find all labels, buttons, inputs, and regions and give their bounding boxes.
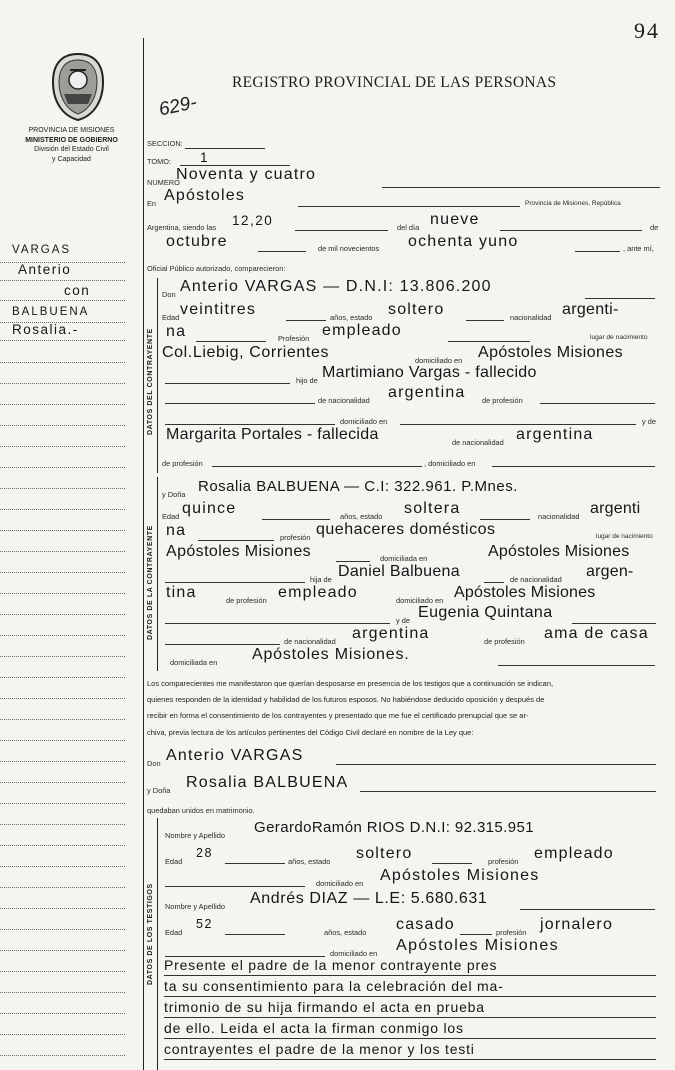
bride-state: soltera	[404, 500, 461, 517]
de-nacionalidad2-label: de nacionalidad	[510, 575, 562, 584]
bride-profession: quehaceres domésticos	[316, 521, 496, 538]
groom-father: Martimiano Vargas - fallecido	[322, 364, 537, 381]
page-number: 94	[634, 18, 660, 43]
testigos-box-left	[157, 818, 158, 1070]
witness2-age: 52	[196, 917, 214, 931]
margin-note-5: Rosalia.-	[12, 322, 79, 337]
groom-nationality: argenti-	[562, 301, 619, 318]
de-profesion2-label: de profesión	[162, 459, 203, 468]
witness2-state: casado	[396, 916, 455, 933]
witness2-profession: jornalero	[540, 916, 614, 933]
side-label-contrayente2: DATOS DE LA CONTRAYENTE	[147, 525, 154, 640]
division-label: División del Estado Civil	[34, 146, 109, 153]
groom-birthplace: Col.Liebig, Corrientes	[162, 344, 330, 361]
paragraph-line-1: Los comparecientes me manifestaron que querían desposarse en presencia de los testigos que a continuación se indican,	[147, 679, 554, 688]
tomo-label: TOMO:	[147, 157, 172, 166]
groom-domicile: Apóstoles Misiones	[478, 344, 624, 361]
margin-note-3: con	[64, 283, 91, 298]
side-label-testigos: DATOS DE LOS TESTIGOS	[147, 883, 154, 985]
witness1-profession: empleado	[534, 845, 614, 862]
provincia-label: Provincia de Misiones, República	[525, 200, 621, 207]
bride-mother-prof: ama de casa	[544, 625, 649, 642]
bride-father-dom: Apóstoles Misiones	[454, 584, 596, 601]
observation-line-4: de ello. Leida el acta la firman conmigo los	[164, 1020, 464, 1036]
witness2-domicile: Apóstoles Misiones	[396, 937, 560, 954]
hijo-de-label: hijo de	[296, 376, 318, 385]
witness1-name: GerardoRamón RIOS D.N.I: 92.315.951	[254, 819, 534, 836]
profesion-label: Profesión	[278, 334, 310, 343]
don2-label: Don	[147, 759, 161, 768]
domiciliado-en3-label: , domiciliado en	[424, 459, 476, 468]
provincial-seal-icon	[48, 52, 108, 122]
groom-state: soltero	[388, 301, 445, 318]
margin-note-1: VARGAS	[12, 244, 72, 256]
observation-line-5: contrayentes el padre de la menor y los testi	[164, 1041, 475, 1057]
nacionalidad2-label: nacionalidad	[538, 512, 580, 521]
groom-father-nat: argentina	[388, 384, 466, 401]
decl-bride: Rosalia BALBUENA	[186, 774, 349, 791]
groom-profession: empleado	[322, 322, 402, 339]
dia-value: nueve	[430, 211, 480, 228]
lugar-nac-label: lugar de nacimiento	[590, 334, 648, 341]
witness1-domicile: Apóstoles Misiones	[380, 867, 540, 884]
domiciliado-en2-label: domiciliado en	[340, 417, 388, 426]
del-dia-label: del día	[397, 223, 420, 232]
act-number: 629-	[157, 92, 199, 121]
numero-value: Noventa y cuatro	[176, 166, 317, 183]
anos-estado-t1-label: años, estado	[288, 857, 331, 866]
bride-father-nat: argen-	[586, 563, 634, 580]
witness1-age: 28	[196, 846, 214, 860]
anos-estado-t2-label: años, estado	[324, 928, 367, 937]
bride-age: quince	[182, 500, 237, 517]
witness1-state: soltero	[356, 845, 413, 862]
de-profesion4-label: de profesión	[484, 637, 525, 646]
hija-de-label: hija de	[310, 575, 332, 584]
y-de2-label: y de	[396, 616, 410, 625]
bride-mother: Eugenia Quintana	[418, 604, 553, 621]
nombre-apellido2-label: Nombre y Apellido	[165, 902, 225, 911]
en-label: En	[147, 199, 157, 208]
argentina-label: Argentina, siendo las	[147, 223, 217, 232]
groom-nationality-2: na	[166, 323, 187, 340]
edad-t2-label: Edad	[165, 928, 183, 937]
domiciliado-t1-label: domiciliado en	[316, 879, 364, 888]
province-label: PROVINCIA DE MISIONES	[28, 127, 115, 134]
observation-line-2: ta su consentimiento para la celebración del ma-	[164, 978, 504, 994]
numero-label: NUMERO	[147, 178, 180, 187]
contrayente-box-left	[157, 278, 158, 473]
tomo-value: 1	[200, 150, 210, 165]
de-label: de	[650, 223, 659, 232]
bride-nationality-2: na	[166, 522, 187, 539]
mes-value: octubre	[166, 233, 228, 250]
anio-value: ochenta yuno	[408, 233, 519, 250]
seccion-label: SECCION:	[147, 139, 183, 148]
anos-estado-label: años, estado	[330, 313, 373, 322]
de-profesion-label: de profesión	[482, 396, 523, 405]
lugar-nac2-label: lugar de nacimiento	[596, 533, 653, 540]
de-mil-label: de mil novecientos	[318, 244, 380, 253]
domiciliado-t2-label: domiciliado en	[330, 949, 378, 958]
groom-age: veintitres	[180, 301, 257, 318]
en-value: Apóstoles	[164, 187, 246, 204]
bride-father-prof: empleado	[278, 584, 358, 601]
ministry-label: MINISTERIO DE GOBIERNO	[25, 136, 118, 144]
don-label: Don	[162, 290, 176, 299]
bride-mother-dom: Apóstoles Misiones.	[252, 646, 410, 663]
domiciliado-label: domiciliado en	[415, 356, 463, 365]
domiciliado-en4-label: domiciliado en	[396, 596, 444, 605]
de-nacionalidad-m-label: de nacionalidad	[452, 438, 504, 447]
edad2-label: Edad	[162, 512, 180, 521]
margin-rule	[143, 38, 144, 1070]
groom-mother: Margarita Portales - fallecida	[166, 426, 379, 443]
hora-value: 12,20	[232, 213, 274, 228]
y-de-label: y de	[642, 417, 656, 426]
decl-groom: Anterio VARGAS	[166, 747, 304, 764]
observation-line-1: Presente el padre de la menor contrayente pres	[164, 957, 498, 973]
de-nacionalidad-label: de nacionalidad	[318, 396, 370, 405]
quedaban-label: quedaban unidos en matrimonio.	[147, 806, 255, 815]
y-dona2-label: y Doña	[147, 786, 171, 795]
bride-name: Rosalia BALBUENA — C.I: 322.961. P.Mnes.	[198, 478, 518, 495]
oficial-label: Oficial Público autorizado, comparecieron:	[147, 264, 286, 273]
side-label-contrayente: DATOS DEL CONTRAYENTE	[147, 328, 154, 435]
header-title: REGISTRO PROVINCIAL DE LAS PERSONAS	[232, 74, 557, 91]
margin-note-2: Anterio	[18, 262, 72, 277]
nombre-apellido-label: Nombre y Apellido	[165, 831, 225, 840]
observation-line-3: trimonio de su hija firmando el acta en prueba	[164, 999, 485, 1015]
paragraph-line-3: recibir en forma el consentimiento de los contrayentes y presentado que me fue el certificado prenupcial que se ar-	[147, 711, 529, 721]
groom-name: Anterio VARGAS — D.N.I: 13.806.200	[180, 278, 492, 295]
bride-nationality: argenti	[590, 500, 641, 517]
paragraph-line-4: chiva, previa lectura de los artículos pertinentes del Código Civil declaré en nombre de la Ley que:	[147, 727, 474, 737]
profesion-t1-label: profesión	[488, 857, 519, 866]
edad-t1-label: Edad	[165, 857, 183, 866]
profesion-t2-label: profesión	[496, 928, 527, 937]
bride-birthplace: Apóstoles Misiones	[166, 543, 312, 560]
margin-note-4: BALBUENA	[12, 306, 90, 318]
capacity-label: y Capacidad	[52, 155, 91, 163]
paragraph-line-2: quienes responden de la identidad y habilidad de los futuros esposos. No habiéndose deducido oposición y después de	[147, 695, 545, 705]
bride-father: Daniel Balbuena	[338, 563, 460, 580]
anos-estado2-label: años, estado	[340, 512, 383, 521]
de-nacionalidad3-label: de nacionalidad	[284, 637, 336, 646]
y-dona-label: y Doña	[162, 490, 186, 499]
profesion2-label: profesión	[280, 533, 311, 542]
nacionalidad-label: nacionalidad	[510, 313, 552, 322]
contrayente2-box-left	[157, 477, 158, 671]
witness2-name: Andrés DIAZ — L.E: 5.680.631	[250, 890, 488, 907]
domiciliada-en2-label: domiciliada en	[170, 658, 218, 667]
edad-label: Edad	[162, 313, 180, 322]
groom-mother-nat: argentina	[516, 426, 594, 443]
bride-domicile: Apóstoles Misiones	[488, 543, 630, 560]
bride-mother-nat: argentina	[352, 625, 430, 642]
ante-mi-label: , ante mí,	[623, 244, 654, 253]
bride-father-nat-2: tina	[166, 584, 197, 601]
de-profesion3-label: de profesión	[226, 596, 267, 605]
domiciliada-en-label: domiciliada en	[380, 554, 428, 563]
